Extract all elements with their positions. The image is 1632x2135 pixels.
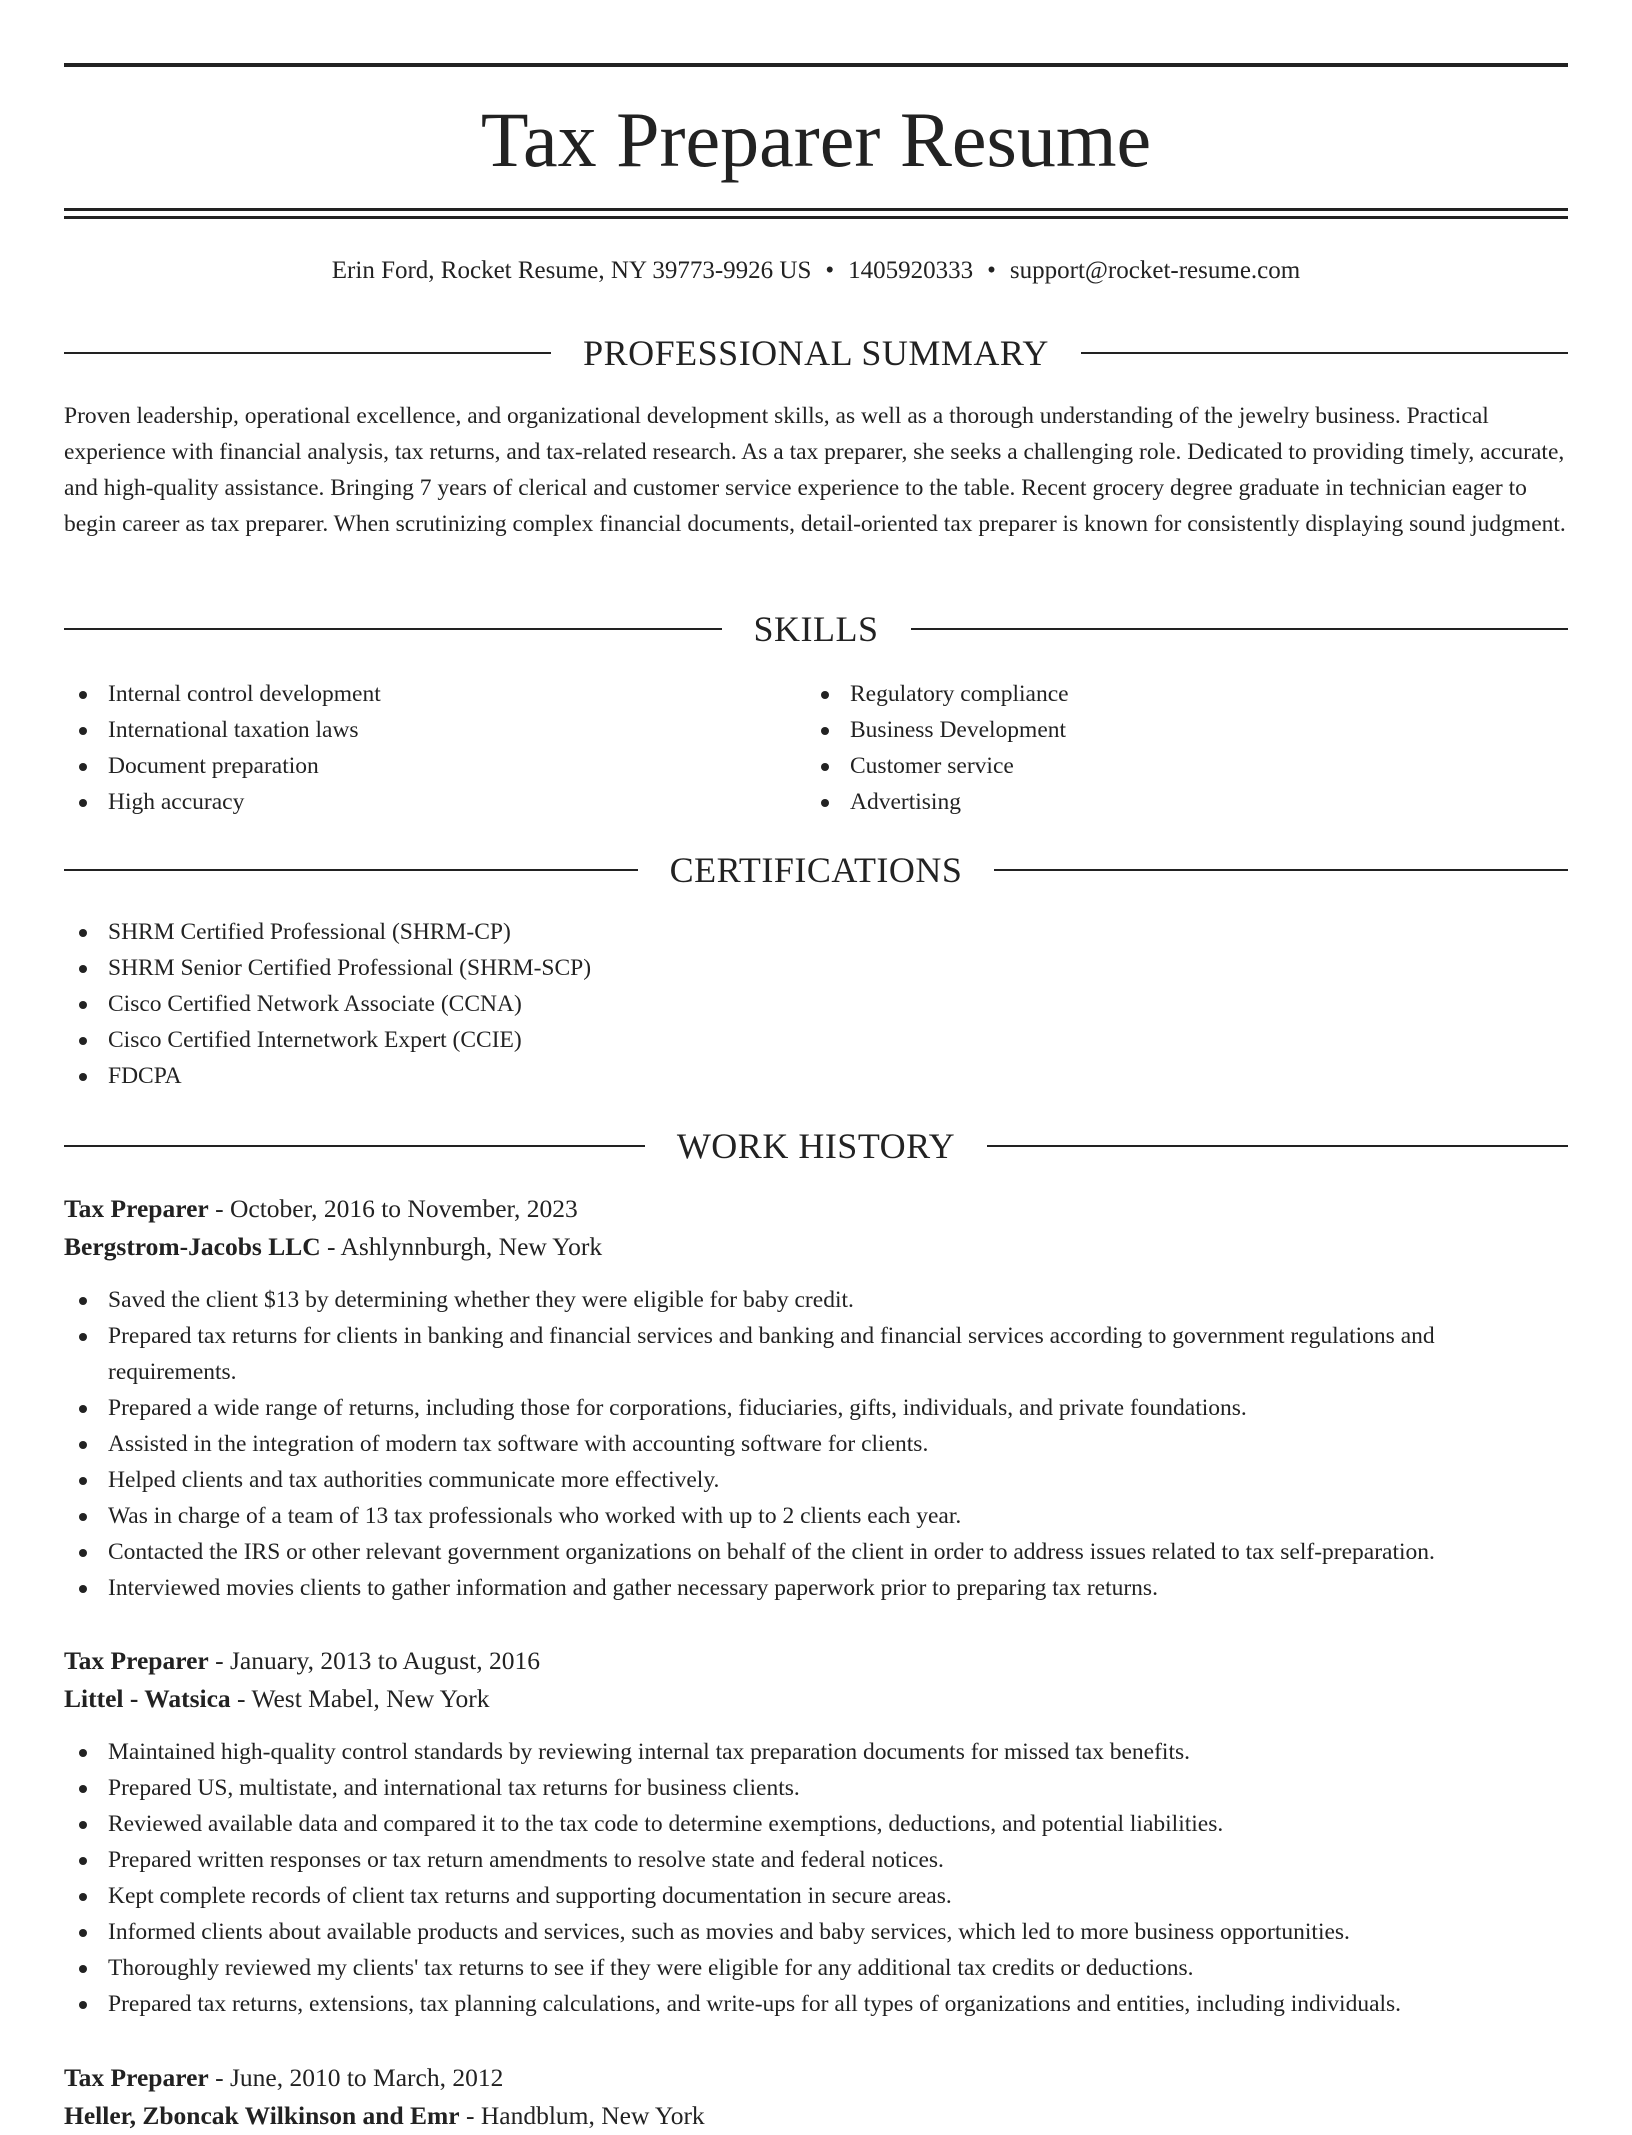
skill-item-text: Document preparation [108, 753, 319, 779]
skill-item [64, 784, 764, 820]
heading-rule-right [987, 1145, 1568, 1147]
job-dates: - January, 2013 to August, 2016 [208, 1646, 540, 1675]
job-duty-item [64, 1390, 1568, 1426]
heading-rule-left [64, 1145, 645, 1147]
job-duty-item [64, 1282, 1568, 1318]
bullet-icon [821, 799, 829, 807]
contact-line [64, 254, 1568, 288]
job-duty-item-text: Reviewed available data and compared it to the tax code to determine exemptions, deductions, and potential liabilities. [108, 1811, 1224, 1837]
job-company: Heller, Zboncak Wilkinson and Emr [64, 2101, 460, 2130]
contact-separator: • [987, 257, 996, 284]
job-duty-item-text: Interviewed movies clients to gather information and gather necessary paperwork prior to preparing tax returns. [108, 1575, 1158, 1601]
job-duty-item-text: Informed clients about available products and services, such as movies and baby services, which led to more business opportunities. [108, 1919, 1350, 1945]
skill-item-text: Internal control development [108, 681, 381, 707]
skill-item [806, 784, 1506, 820]
bullet-icon [79, 1441, 87, 1449]
title-double-rule [64, 208, 1568, 219]
bullet-icon [79, 691, 87, 699]
certification-item [64, 1058, 1568, 1094]
bullet-icon [79, 1513, 87, 1521]
bullet-icon [79, 1929, 87, 1937]
certifications-list [64, 914, 1568, 1094]
job-title: Tax Preparer [64, 1646, 209, 1675]
skill-item-text: Business Development [850, 717, 1067, 743]
skill-item [806, 676, 1506, 712]
contact-separator: • [825, 257, 835, 284]
skill-item [64, 712, 764, 748]
bullet-icon [821, 727, 829, 735]
job-title: Tax Preparer [64, 1194, 209, 1223]
job-location: - Ashlynnburgh, New York [320, 1232, 603, 1261]
job-location: - Handblum, New York [459, 2101, 705, 2130]
bullet-icon [79, 1893, 87, 1901]
summary-heading [64, 331, 1568, 375]
job-title: Tax Preparer [64, 2063, 209, 2092]
bullet-icon [821, 763, 829, 771]
bullet-icon [79, 1001, 87, 1009]
job-duty-item-text: Prepared tax returns for clients in banking and financial services and banking and financial services according to government regulations and requirements. [108, 1323, 1435, 1385]
skills-list-right [806, 676, 1506, 820]
skill-item-text: Regulatory compliance [850, 681, 1069, 707]
heading-rule-right [911, 628, 1569, 630]
bullet-icon [79, 1585, 87, 1593]
job-duty-item [64, 1770, 1568, 1806]
contact-address: Erin Ford, Rocket Resume, NY 39773-9926 US [331, 257, 812, 284]
certification-item [64, 986, 1568, 1022]
job-company: Bergstrom-Jacobs LLC [64, 1232, 321, 1261]
bullet-icon [79, 1965, 87, 1973]
bullet-icon [79, 965, 87, 973]
job-duty-item-text: Prepared a wide range of returns, including those for corporations, fiduciaries, gifts, individuals, and private foundations. [108, 1395, 1247, 1421]
job-title-line [64, 2059, 1568, 2097]
job-duty-item [64, 1534, 1568, 1570]
job-company-line [64, 1228, 1568, 1266]
job-duty-item-text: Contacted the IRS or other relevant government organizations on behalf of the client in order to address issues related to tax self-preparation. [108, 1539, 1435, 1565]
contact-email: support@rocket-resume.com [1009, 257, 1301, 284]
job-title-line [64, 1190, 1568, 1228]
bullet-icon [79, 1749, 87, 1757]
job-duties-list [64, 1282, 1568, 1606]
job-duty-item-text: Prepared tax returns, extensions, tax planning calculations, and write-ups for all types of organizations and entities, including individuals. [108, 1991, 1402, 2017]
job-duty-item-text: Prepared written responses or tax return amendments to resolve state and federal notices. [108, 1847, 944, 1873]
job-company-line [64, 2097, 1568, 2135]
job-duty-item [64, 1462, 1568, 1498]
certifications-heading [64, 848, 1568, 892]
job-title-line [64, 1642, 1568, 1680]
job-duty-item-text: Helped clients and tax authorities communicate more effectively. [108, 1467, 720, 1493]
job-duty-item [64, 1914, 1568, 1950]
bullet-icon [79, 929, 87, 937]
job-duty-item-text: Prepared US, multistate, and international tax returns for business clients. [108, 1775, 800, 1801]
job-duty-item [64, 1426, 1568, 1462]
skills-heading-label: SKILLS [753, 609, 879, 649]
skill-item-text: High accuracy [108, 789, 245, 815]
job-duty-item [64, 1806, 1568, 1842]
heading-rule-left [64, 628, 722, 630]
contact-phone: 1405920333 [848, 257, 974, 284]
job-company: Littel - Watsica [64, 1684, 231, 1713]
bullet-icon [79, 1785, 87, 1793]
job-duty-item-text: Thoroughly reviewed my clients' tax returns to see if they were eligible for any additional tax credits or deductions. [108, 1955, 1194, 1981]
certification-item-text: FDCPA [108, 1063, 182, 1089]
job-duties-list [64, 1734, 1568, 2022]
job-location: - West Mabel, New York [230, 1684, 490, 1713]
certifications-heading-label: CERTIFICATIONS [669, 850, 963, 890]
summary-heading-label: PROFESSIONAL SUMMARY [583, 333, 1049, 373]
work-history-heading-label: WORK HISTORY [676, 1126, 956, 1166]
bullet-icon [79, 1073, 87, 1081]
skills-left-column [64, 676, 764, 820]
bullet-icon [79, 1477, 87, 1485]
job-entry [64, 1642, 1568, 2022]
bullet-icon [79, 2001, 87, 2009]
job-duty-item [64, 1986, 1568, 2022]
skill-item [64, 748, 764, 784]
job-duty-item-text: Was in charge of a team of 13 tax professionals who worked with up to 2 clients each year. [108, 1503, 962, 1529]
skill-item-text: Advertising [850, 789, 961, 815]
skill-item-text: Customer service [850, 753, 1014, 779]
bullet-icon [79, 1333, 87, 1341]
job-dates: - June, 2010 to March, 2012 [208, 2063, 504, 2092]
top-rule [64, 63, 1568, 67]
job-duty-item [64, 1498, 1568, 1534]
certification-item [64, 914, 1568, 950]
skill-item-text: International taxation laws [108, 717, 359, 743]
bullet-icon [79, 1405, 87, 1413]
certifications-block [64, 914, 1568, 1094]
job-duty-item [64, 1570, 1568, 1606]
bullet-icon [79, 1857, 87, 1865]
job-duty-item [64, 1878, 1568, 1914]
certification-item-text: SHRM Certified Professional (SHRM-CP) [108, 919, 511, 945]
bullet-icon [79, 1297, 87, 1305]
bullet-icon [79, 763, 87, 771]
certification-item-text: Cisco Certified Network Associate (CCNA) [108, 991, 522, 1017]
certification-item-text: Cisco Certified Internetwork Expert (CCIE) [108, 1027, 522, 1053]
certification-item-text: SHRM Senior Certified Professional (SHRM-SCP) [108, 955, 592, 981]
skill-item [806, 712, 1506, 748]
heading-rule-left [64, 869, 638, 871]
summary-text: Proven leadership, operational excellence, and organizational development skills, as well as a thorough understanding of the jewelry business. Practical experience with financial analysis, tax returns, and tax-related research. As a tax preparer, she seeks a challenging role. Dedicated to providing timely, accurate, and high-quality assistance. Bringing 7 years of clerical and customer service experience to the table. Recent grocery degree graduate in technician eager to begin career as tax preparer. When scrutinizing complex financial documents, detail-oriented tax preparer is known for consistently displaying sound judgment. [64, 403, 1566, 537]
bullet-icon [821, 691, 829, 699]
skills-right-column [806, 676, 1506, 820]
skills-list-left [64, 676, 764, 820]
job-entry [64, 2059, 1568, 2135]
job-dates: - October, 2016 to November, 2023 [208, 1194, 578, 1223]
heading-rule-left [64, 352, 551, 354]
heading-rule-right [994, 869, 1568, 871]
heading-rule-right [1081, 352, 1568, 354]
job-entry [64, 1190, 1568, 1606]
job-duty-item-text: Maintained high-quality control standards by reviewing internal tax preparation documents for missed tax benefits. [108, 1739, 1191, 1765]
skill-item [806, 748, 1506, 784]
resume-title: Tax Preparer Resume [480, 96, 1152, 183]
work-history-heading [64, 1124, 1568, 1168]
job-duty-item-text: Assisted in the integration of modern tax software with accounting software for clients. [108, 1431, 929, 1457]
skills-heading [64, 607, 1568, 651]
skill-item [64, 676, 764, 712]
bullet-icon [79, 1037, 87, 1045]
bullet-icon [79, 727, 87, 735]
bullet-icon [79, 1821, 87, 1829]
bullet-icon [79, 1549, 87, 1557]
job-duty-item [64, 1318, 1568, 1390]
job-duty-item [64, 1842, 1568, 1878]
job-duty-item [64, 1950, 1568, 1986]
bullet-icon [79, 799, 87, 807]
job-company-line [64, 1680, 1568, 1718]
job-duty-item-text: Kept complete records of client tax returns and supporting documentation in secure areas. [108, 1883, 952, 1909]
job-duty-item-text: Saved the client $13 by determining whether they were eligible for baby credit. [108, 1287, 854, 1313]
job-duty-item [64, 1734, 1568, 1770]
certification-item [64, 950, 1568, 986]
certification-item [64, 1022, 1568, 1058]
